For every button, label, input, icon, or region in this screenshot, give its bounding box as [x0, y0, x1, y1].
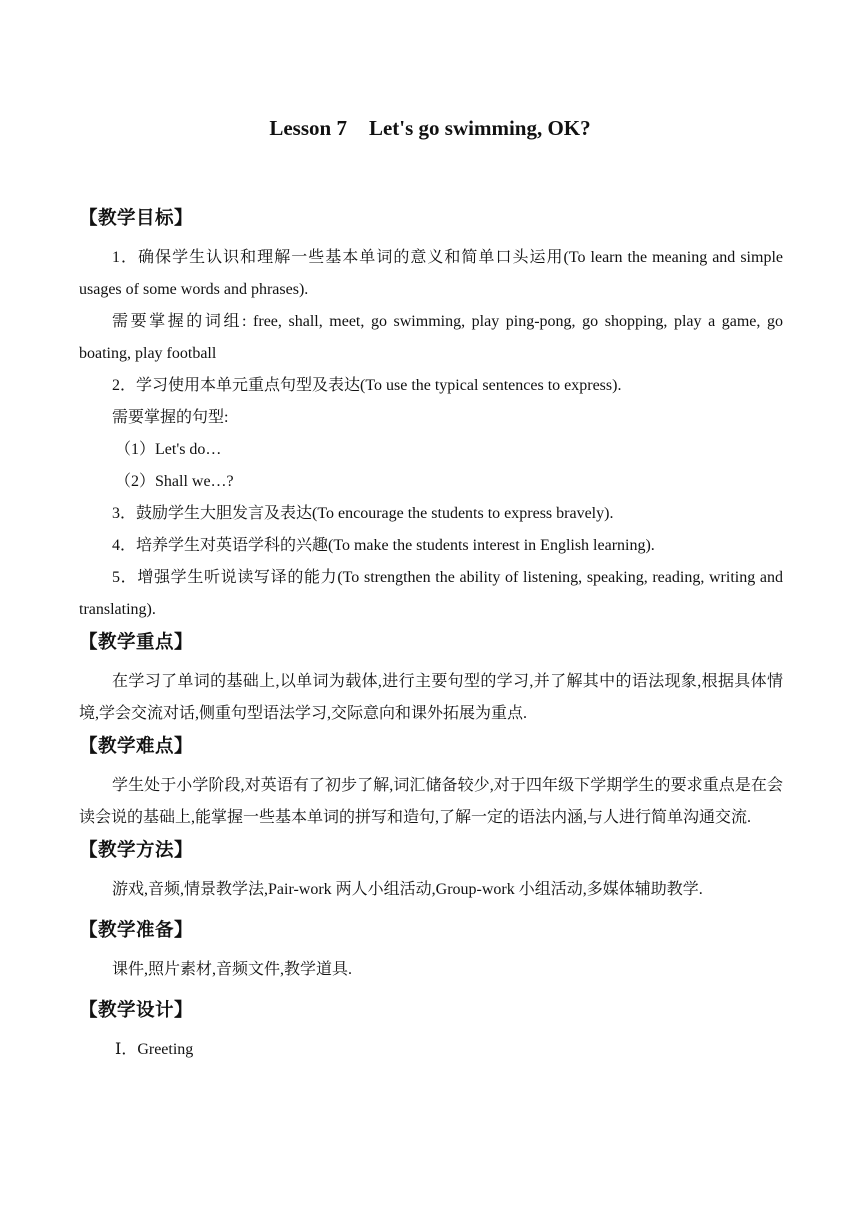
objective-item-1: 1．确保学生认识和理解一些基本单词的意义和简单口头运用(To learn the meaning and simple usages of some words and phrases).: [79, 249, 783, 298]
section-heading-key-points: 【教学重点】: [79, 632, 194, 653]
preparation-text: 课件,照片素材,音频文件,教学道具.: [112, 961, 353, 978]
difficulties-text: 学生处于小学阶段,对英语有了初步了解,词汇储备较少,对于四年级下学期学生的要求重点是在会读会说的基础上,能掌握一些基本单词的拼写和造句,了解一定的语法内涵,与人进行简单沟通交流.: [79, 777, 783, 826]
objective-item-4: 4．培养学生对英语学科的兴趣(To make the students interest in English learning).: [112, 537, 655, 554]
section-heading-methods: 【教学方法】: [79, 840, 194, 861]
key-points-text: 在学习了单词的基础上,以单词为载体,进行主要句型的学习,并了解其中的语法现象,根据具体情境,学会交流对话,侧重句型语法学习,交际意向和课外拓展为重点.: [79, 673, 783, 722]
section-heading-difficulties: 【教学难点】: [79, 736, 194, 757]
objective-pattern-2: （2）Shall we…?: [115, 473, 234, 490]
objective-pattern-1: （1）Let's do…: [115, 441, 222, 458]
design-step-1: Ⅰ．Greeting: [115, 1041, 194, 1058]
lesson-title: [0, 113, 860, 143]
objective-item-2: 2．学习使用本单元重点句型及表达(To use the typical sentences to express).: [112, 377, 622, 394]
objective-patterns-intro: 需要掌握的句型:: [112, 409, 229, 426]
section-heading-design: 【教学设计】: [79, 1000, 194, 1021]
section-heading-objectives: 【教学目标】: [79, 208, 194, 229]
lesson-name: Let's go swimming, OK?: [368, 116, 591, 140]
section-heading-preparation: 【教学准备】: [79, 920, 194, 941]
methods-text: 游戏,音频,情景教学法,Pair-work 两人小组活动,Group-work 小组活动,多媒体辅助教学.: [112, 881, 703, 898]
objective-vocab: 需要掌握的词组: free, shall, meet, go swimming, play ping-pong, go shopping, play a game, go boating, play football: [79, 313, 783, 362]
lesson-number: Lesson 7: [269, 116, 347, 140]
objective-item-5: 5．增强学生听说读写译的能力(To strengthen the ability of listening, speaking, reading, writing and translating).: [79, 569, 783, 618]
document-body: [79, 202, 783, 1066]
objective-item-3: 3．鼓励学生大胆发言及表达(To encourage the students to express bravely).: [112, 505, 614, 522]
